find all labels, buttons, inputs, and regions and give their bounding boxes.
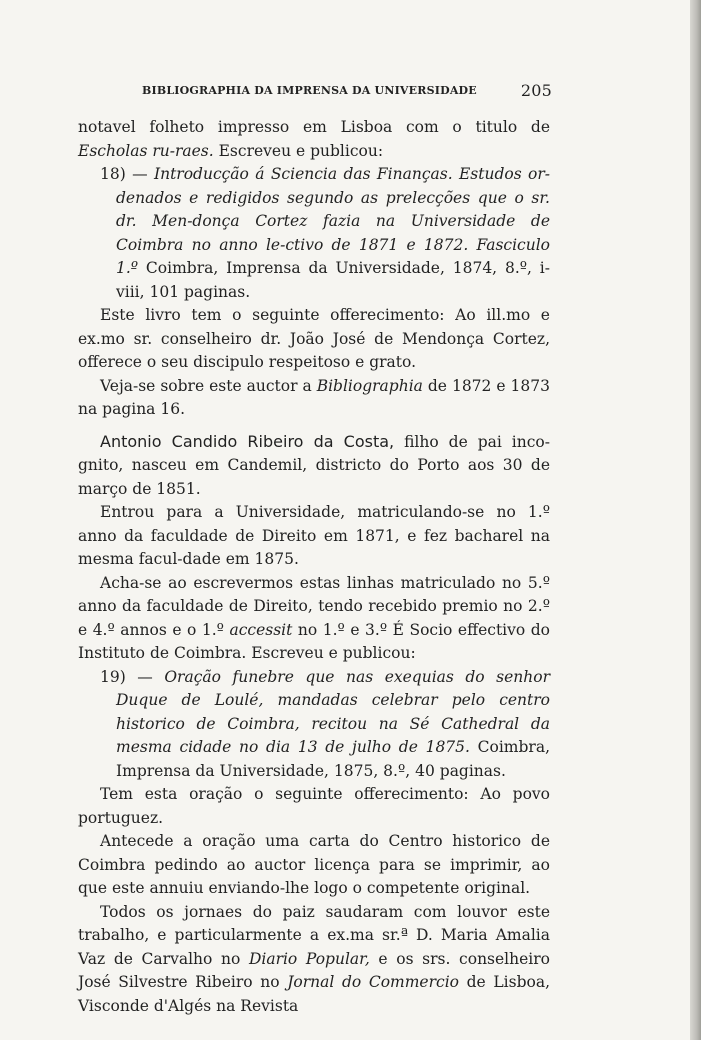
page-body	[78, 116, 550, 1018]
page-number: 205	[520, 81, 552, 100]
bibliography-entry-19: 19) — Oração funebre que nas exequias do senhor Duque de Loulé, mandadas celebrar pelo centro historico de Coimbra, recitou na Sé Cathedral da mesma cidade no dia 13 de julho de 1875. Coimbra, Imprensa da Universidade, 1875, 8.º, 40 paginas.	[100, 667, 551, 780]
paragraph: Tem esta oração o seguinte offerecimento: Ao povo portuguez.	[78, 785, 550, 827]
paragraph: Entrou para a Universidade, matriculando-se no 1.º anno da faculdade de Direito em 1871, e fez bacharel na mesma facul-dade em 1875.	[78, 503, 550, 568]
bibliography-entry-18: 18) — Introducção á Sciencia das Finanças. Estudos or-denados e redigidos segundo as prelecções que o sr. dr. Men-donça Cortez fazia na Universidade de Coimbra no anno le-ctivo de 1871 e 1872. Fasciculo 1.º Coimbra, Imprensa da Universidade, 1874, 8.º, i-viii, 101 paginas.	[100, 165, 551, 301]
paragraph: notavel folheto impresso em Lisboa com o titulo de Escholas ru-raes. Escreveu e publicou:	[78, 118, 550, 160]
page-edge	[690, 0, 701, 1040]
author-entry: Antonio Candido Ribeiro da Costa, filho de pai inco-gnito, nasceu em Candemil, districto do Porto aos 30 de março de 1851.	[78, 431, 550, 498]
paragraph: Veja-se sobre este auctor a Bibliographia de 1872 e 1873 na pagina 16.	[78, 376, 550, 418]
author-name: Antonio Candido Ribeiro da Costa,	[100, 431, 395, 451]
running-header	[142, 81, 552, 100]
header-title: BIBLIOGRAPHIA DA IMPRENSA DA UNIVERSIDADE	[142, 84, 477, 97]
paragraph: Acha-se ao escrevermos estas linhas matriculado no 5.º anno da faculdade de Direito, tendo recebido premio no 2.º e 4.º annos e o 1.º accessit no 1.º e 3.º É Socio effectivo do Instituto de Coimbra. Escreveu e publicou:	[78, 573, 551, 662]
paragraph: Todos os jornaes do paiz saudaram com louvor este trabalho, e particularmente a ex.ma sr.ª D. Maria Amalia Vaz de Carvalho no Diario Popular, e os srs. conselheiro José Silvestre Ribeiro no Jornal do Commercio de Lisboa, Visconde d'Algés na Revista	[78, 902, 550, 1015]
paragraph: Antecede a oração uma carta do Centro historico de Coimbra pedindo ao auctor licença para se imprimir, ao que este annuiu enviando-lhe logo o competente original.	[78, 832, 550, 897]
paragraph: Este livro tem o seguinte offerecimento: Ao ill.mo e ex.mo sr. conselheiro dr. João José de Mendonça Cortez, offerece o seu discipulo respeitoso e grato.	[78, 306, 550, 371]
